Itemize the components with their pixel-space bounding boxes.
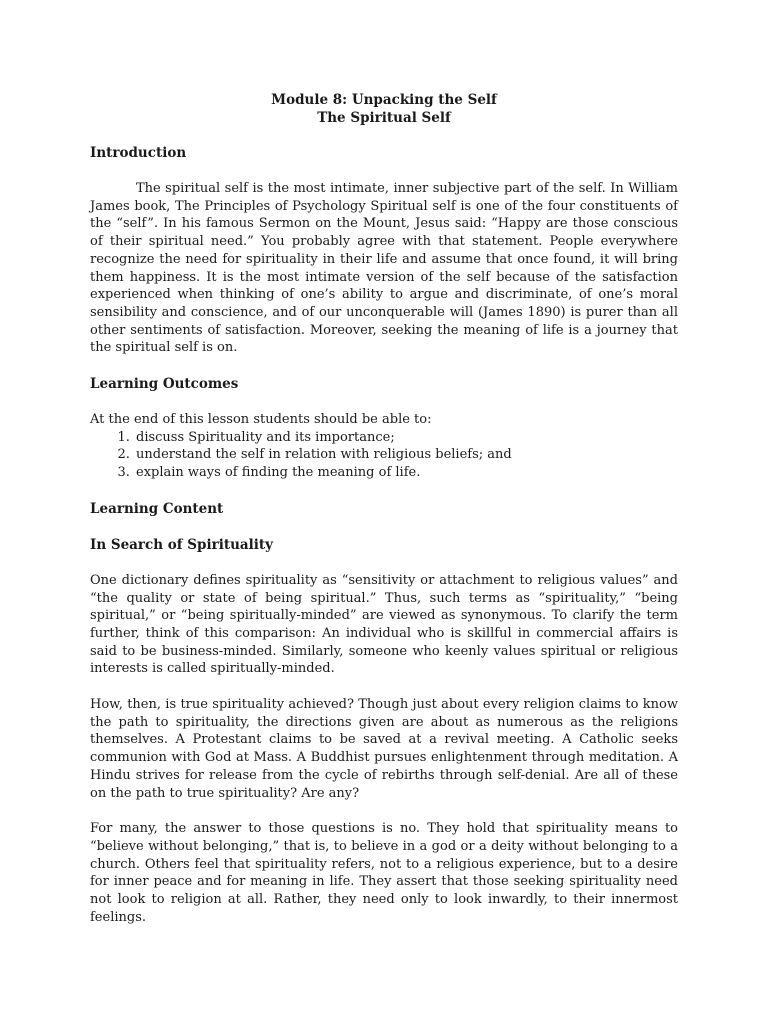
section-heading: In Search of Spirituality (90, 536, 273, 553)
learning-outcomes-heading: Learning Outcomes (90, 376, 239, 393)
learning-content-heading: Learning Content (90, 500, 224, 517)
introduction-paragraph: The spiritual self is the most intimate, inner subjective part of the self. In William James book, The Principles of Psychology Spiritual self is one of the four constituents of the “self”. In his famous Sermon on the Mount, Jesus said: “Happy are those conscious of their spiritual need.” You probably agree with that statement. People everywhere recognize the need for spirituality in their life and assume that once found, it will bring them happiness. It is the most intimate version of the self because of the satisfaction experienced when thinking of one’s ability to argue and discriminate, of one’s moral sensibility and conscience, and of our unconquerable will (James 1890) is purer than all other sentiments of satisfaction. Moreover, seeking the meaning of life is a journey that the spiritual self is on. (90, 181, 678, 356)
content-paragraph: One dictionary defines spirituality as “sensitivity or attachment to religious values” and “the quality or state of being spiritual.” Thus, such terms as “spirituality,” “being spiritual,” or “being spiritually-minded” are viewed as synonymous. To clarify the term further, think of this comparison: An individual who is skillful in commercial affairs is said to be business-minded. Similarly, someone who keenly values spiritual or religious interests is called spiritually-minded. (90, 572, 678, 677)
learning-outcomes-intro: At the end of this lesson students should be able to: (90, 412, 432, 428)
list-item: 3. explain ways of finding the meaning of life. (134, 464, 678, 482)
content-paragraph: For many, the answer to those questions is no. They hold that spirituality means to “believe without belonging,” that is, to believe in a god or a deity without belonging to a church. Others feel that spirituality refers, not to a religious experience, but to a desire for inner peace and for meaning in life. They assert that those seeking spirituality need not look to religion at all. Rather, they need only to look inwardly, to their innermost feelings. (90, 821, 678, 925)
lesson-title: The Spiritual Self (317, 109, 451, 126)
module-title: Module 8: Unpacking the Self (271, 92, 497, 108)
list-item: 1. discuss Spirituality and its importance; (134, 429, 678, 447)
introduction-heading: Introduction (90, 145, 187, 161)
list-item: 2. understand the self in relation with religious beliefs; and (134, 446, 678, 464)
document-page (90, 92, 678, 927)
content-paragraph: How, then, is true spirituality achieved? Though just about every religion claims to know the path to spirituality, the directions given are about as numerous as the religions themselves. A Protestant claims to be saved at a revival meeting. A Catholic seeks communion with God at Mass. A Buddhist pursues enlightenment through meditation. A Hindu strives for release from the cycle of rebirths through self-denial. Are all of these on the path to true spirituality? Are any? (90, 697, 678, 801)
learning-outcomes-list (90, 429, 678, 482)
